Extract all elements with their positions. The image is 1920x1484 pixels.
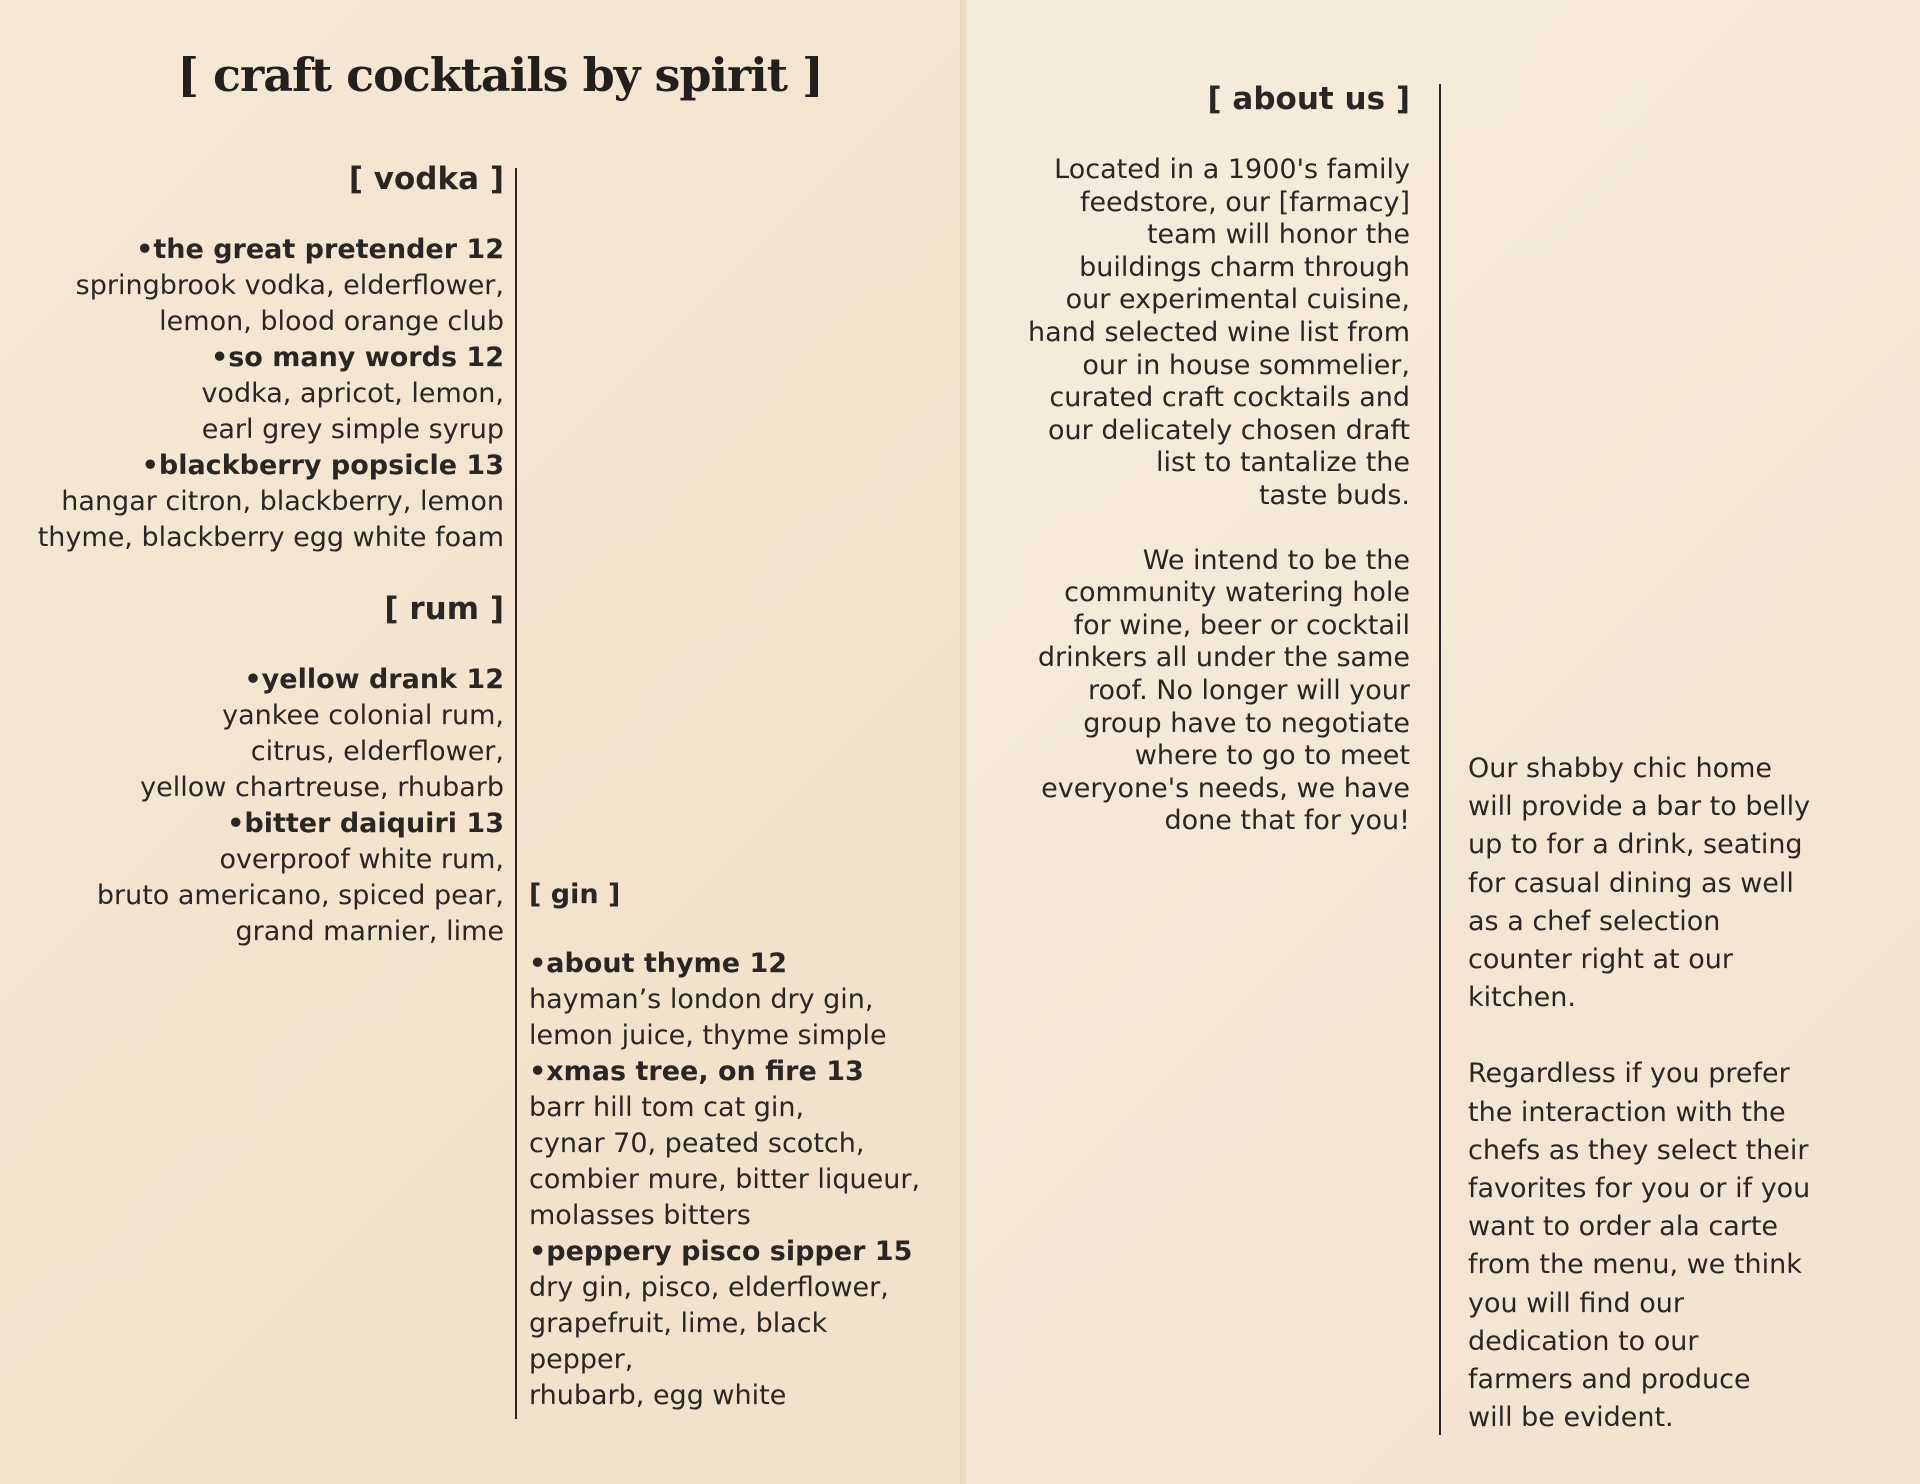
vodka-item-name: •blackberry popsicle 13 bbox=[141, 450, 504, 482]
about-line: our delicately chosen draft bbox=[1048, 414, 1410, 446]
gin-item bbox=[529, 1054, 949, 1234]
about-column bbox=[970, 82, 1410, 838]
page-fold bbox=[960, 0, 967, 1484]
rum-item-line: citrus, elderflower, bbox=[250, 736, 504, 768]
about-line: will provide a bar to belly bbox=[1468, 791, 1811, 823]
about-line: counter right at our bbox=[1468, 944, 1733, 976]
about-line: will be evident. bbox=[1468, 1402, 1674, 1434]
gin-item-name: •about thyme 12 bbox=[529, 947, 788, 979]
gin-item-line: hayman’s london dry gin, bbox=[529, 983, 874, 1015]
about-paragraph bbox=[1468, 750, 1908, 1017]
vodka-heading: [ vodka ] bbox=[348, 161, 504, 197]
about-line: up to for a drink, seating bbox=[1468, 829, 1803, 861]
about-line: want to order ala carte bbox=[1468, 1211, 1779, 1243]
about-line: for wine, beer or cocktail bbox=[1073, 609, 1410, 641]
about-line: chefs as they select their bbox=[1468, 1134, 1809, 1166]
vodka-item bbox=[0, 448, 504, 556]
gin-item bbox=[529, 1234, 949, 1414]
rum-section bbox=[0, 592, 504, 950]
gin-item-line: molasses bitters bbox=[529, 1199, 751, 1231]
gin-item-line: pepper, bbox=[529, 1343, 634, 1375]
about-divider bbox=[1439, 84, 1441, 1435]
vodka-item bbox=[0, 340, 504, 448]
about-line: kitchen. bbox=[1468, 982, 1576, 1014]
rum-item-line: yellow chartreuse, rhubarb bbox=[140, 772, 504, 804]
gin-item-line: grapefruit, lime, black bbox=[529, 1307, 828, 1339]
about-right-column bbox=[1468, 750, 1908, 1437]
about-line: Regardless if you prefer bbox=[1468, 1058, 1790, 1090]
about-line: group have to negotiate bbox=[1083, 707, 1410, 739]
vodka-item-line: hangar citron, blackberry, lemon bbox=[61, 486, 504, 518]
about-line: curated craft cocktails and bbox=[1049, 382, 1410, 414]
vodka-item-name: •so many words 12 bbox=[210, 342, 504, 374]
rum-item bbox=[0, 662, 504, 806]
gin-item-line: rhubarb, egg white bbox=[529, 1379, 787, 1411]
vodka-rum-column bbox=[0, 162, 504, 950]
about-line: buildings charm through bbox=[1079, 251, 1410, 283]
vodka-item-line: springbrook vodka, elderflower, bbox=[75, 270, 504, 302]
about-line: drinkers all under the same bbox=[1037, 642, 1410, 674]
gin-item-line: cynar 70, peated scotch, bbox=[529, 1127, 865, 1159]
about-line: team will honor the bbox=[1146, 219, 1410, 251]
about-line: our in house sommelier, bbox=[1082, 349, 1410, 381]
about-paragraph bbox=[1468, 1055, 1908, 1437]
about-line: Our shabby chic home bbox=[1468, 753, 1773, 784]
gin-item-line: lemon juice, thyme simple bbox=[529, 1019, 887, 1051]
rum-item-name: •yellow drank 12 bbox=[244, 664, 504, 696]
about-line: roof. No longer will your bbox=[1088, 675, 1410, 706]
vodka-item-line: thyme, blackberry egg white foam bbox=[37, 522, 504, 554]
about-line: our experimental cuisine, bbox=[1065, 284, 1410, 316]
page-title: [ craft cocktails by spirit ] bbox=[177, 48, 823, 102]
about-line: the interaction with the bbox=[1468, 1096, 1786, 1128]
gin-item-line: barr hill tom cat gin, bbox=[529, 1091, 805, 1123]
gin-item-line: dry gin, pisco, elderflower, bbox=[529, 1271, 889, 1303]
about-line: farmers and produce bbox=[1468, 1364, 1751, 1396]
about-line: favorites for you or if you bbox=[1468, 1173, 1811, 1205]
gin-item bbox=[529, 946, 949, 1054]
gin-heading: [ gin ] bbox=[529, 879, 621, 910]
gin-column bbox=[529, 880, 949, 1414]
column-divider bbox=[515, 168, 517, 1419]
about-line: list to tantalize the bbox=[1156, 447, 1410, 479]
about-line: where to go to meet bbox=[1134, 740, 1410, 772]
rum-item-line: yankee colonial rum, bbox=[222, 700, 504, 732]
gin-item-line: combier mure, bitter liqueur, bbox=[529, 1163, 921, 1195]
about-line: dedication to our bbox=[1468, 1325, 1699, 1357]
about-line: We intend to be the bbox=[1142, 544, 1410, 576]
gin-item-name: •peppery pisco sipper 15 bbox=[529, 1235, 913, 1267]
rum-heading: [ rum ] bbox=[384, 591, 504, 628]
about-line: taste buds. bbox=[1258, 480, 1410, 512]
about-heading: [ about us ] bbox=[1207, 81, 1410, 117]
vodka-section bbox=[0, 162, 504, 556]
vodka-item-line: lemon, blood orange club bbox=[159, 306, 504, 338]
about-line: you will find our bbox=[1468, 1287, 1684, 1319]
rum-item bbox=[0, 806, 504, 950]
about-paragraph bbox=[970, 545, 1410, 838]
about-line: Located in a 1900's family bbox=[1054, 154, 1410, 186]
vodka-item-name: •the great pretender 12 bbox=[136, 234, 504, 266]
rum-item-line: grand marnier, lime bbox=[235, 916, 504, 948]
about-line: from the menu, we think bbox=[1468, 1249, 1802, 1281]
rum-item-line: overproof white rum, bbox=[219, 844, 504, 876]
vodka-item bbox=[0, 232, 504, 340]
about-line: hand selected wine list from bbox=[1027, 317, 1410, 349]
gin-item-name: •xmas tree, on fire 13 bbox=[529, 1055, 864, 1087]
rum-item-name: •bitter daiquiri 13 bbox=[227, 808, 504, 840]
about-line: as a chef selection bbox=[1468, 905, 1721, 937]
about-line: feedstore, our [farmacy] bbox=[1079, 186, 1410, 218]
vodka-item-line: earl grey simple syrup bbox=[201, 414, 504, 446]
about-line: community watering hole bbox=[1064, 577, 1410, 609]
about-line: done that for you! bbox=[1164, 805, 1410, 837]
about-line: everyone's needs, we have bbox=[1041, 772, 1410, 804]
about-line: for casual dining as well bbox=[1468, 867, 1794, 899]
rum-item-line: bruto americano, spiced pear, bbox=[96, 880, 504, 912]
about-paragraph bbox=[970, 154, 1410, 513]
vodka-item-line: vodka, apricot, lemon, bbox=[201, 378, 504, 410]
